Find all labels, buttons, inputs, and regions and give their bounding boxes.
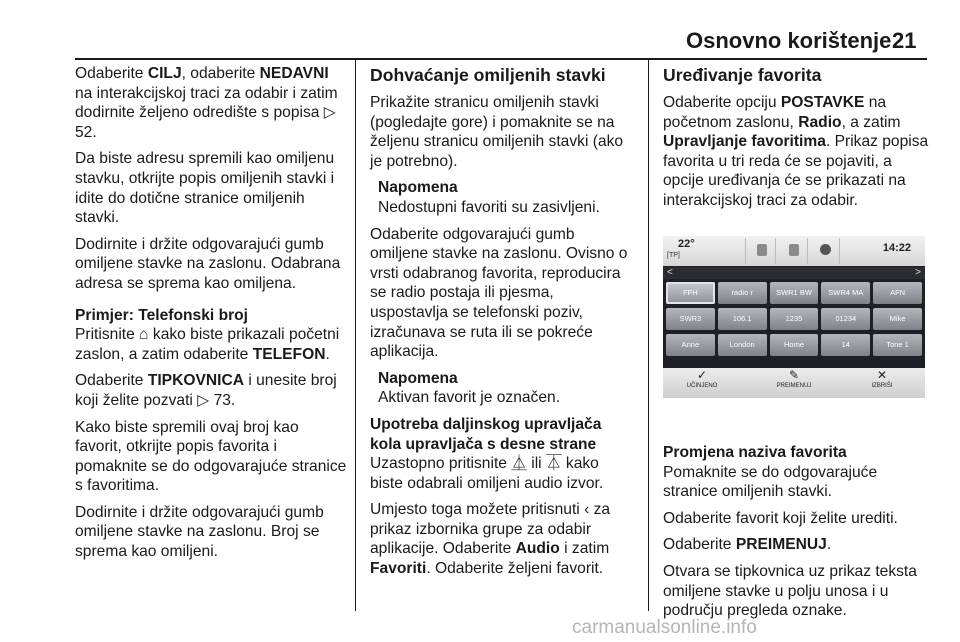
paragraph: Odaberite CILJ, odaberite NEDAVNI na interakcijskoj traci za odabir i zatim dodirnite željeno odredište s popisa ▷ 52. xyxy=(75,65,338,141)
prev-page-arrow-icon[interactable]: < xyxy=(667,267,673,278)
note-text: Nedostupni favoriti su zasivljeni. xyxy=(378,198,600,216)
done-button[interactable] xyxy=(667,368,737,389)
paragraph: Kako biste spremili ovaj broj kao favorit, otkrijte popis favorita i pomaknite se do odgovarajuće stranice s favoritima. xyxy=(75,418,347,495)
column-divider-2 xyxy=(648,60,649,611)
favorite-up-icon: ⏅ xyxy=(511,455,527,473)
favorite-tile[interactable]: radio r xyxy=(718,282,767,304)
column-3 xyxy=(663,64,929,218)
paragraph: Odaberite opciju POSTAVKE na početnom zaslonu, Radio, a zatim Upravljanje favoritima. Prikaz popisa favorita u tri reda će se pojaviti, a opcije uređivanja će se prikazati na interakcijskoj traci za odabir. xyxy=(663,94,929,209)
favorite-tile[interactable]: Home xyxy=(770,334,819,356)
delete-button[interactable] xyxy=(847,368,917,389)
favorite-tile[interactable]: 106.1 xyxy=(718,308,767,330)
checkmark-icon: ✓ xyxy=(696,368,708,382)
status-bar xyxy=(663,236,925,266)
note xyxy=(370,369,634,408)
favorites-row xyxy=(666,282,922,304)
favorites-grid xyxy=(666,282,922,360)
info-icon[interactable] xyxy=(820,244,831,255)
subheading: Primjer: Telefonski broj xyxy=(75,306,249,324)
favorite-down-icon: ⏄ xyxy=(545,455,562,473)
note xyxy=(370,178,634,217)
paragraph: Umjesto toga možete pritisnuti ‹ za prikaz izbornika grupe za odabir aplikacije. Odaberite Audio i zatim Favoriti. Odaberite željeni favorit. xyxy=(370,501,611,578)
section-heading: Dohvaćanje omiljenih stavki xyxy=(370,65,606,85)
favorites-row xyxy=(666,308,922,330)
paragraph: Dodirnite i držite odgovarajući gumb omiljene stavke na zaslonu. Odabrana adresa se sprema kao omiljena. xyxy=(75,235,341,292)
note-text: Aktivan favorit je označen. xyxy=(378,389,561,407)
favorite-tile[interactable]: 1235 xyxy=(770,308,819,330)
section-heading: Uređivanje favorita xyxy=(663,65,822,85)
close-icon: ✕ xyxy=(876,368,888,382)
clock: 14:22 xyxy=(882,242,911,254)
pencil-icon: ✎ xyxy=(788,368,800,382)
paragraph: Odaberite odgovarajući gumb omiljene stavke na zaslonu. Ovisno o vrsti odabranog favorita, reproducira se radio postaja ili pjesma, uspostavlja se telefonski poziv, izračunava se ruta ili se pokreće aplikacija. xyxy=(370,225,628,361)
favorite-tile[interactable]: FFH xyxy=(666,282,715,304)
favorite-tile[interactable]: Anne xyxy=(666,334,715,356)
watermark: carmanualsonline.info xyxy=(572,617,757,638)
home-icon: ⌂ xyxy=(139,326,149,344)
page-number: 21 xyxy=(892,28,917,53)
header-rule xyxy=(75,58,927,60)
action-label: IZBRIŠI xyxy=(871,383,893,389)
note-title: Napomena xyxy=(378,369,458,387)
paragraph: Odaberite favorit koji želite urediti. xyxy=(663,509,898,527)
temperature: 22° xyxy=(678,238,695,250)
favorite-tile[interactable]: AFN xyxy=(873,282,922,304)
action-label: PREIMENUJ xyxy=(776,383,812,389)
favorites-row xyxy=(666,334,922,356)
paragraph: Da biste adresu spremili kao omiljenu stavku, otkrijte popis omiljenih stavki i idite do dotične stranice omiljenih stavki. xyxy=(75,150,335,227)
favorite-tile[interactable]: Mike xyxy=(873,308,922,330)
paragraph: Pritisnite ⌂ kako biste prikazali početni zaslon, a zatim odaberite TELEFON. xyxy=(75,326,340,363)
page-reference[interactable]: 73. xyxy=(213,391,236,409)
back-icon: ‹ xyxy=(584,501,590,519)
column-1 xyxy=(75,64,347,569)
divider xyxy=(745,238,746,264)
column-2 xyxy=(370,64,634,586)
subheading: Upotreba daljinskog upravljača kola upravljača s desne strane xyxy=(370,415,602,453)
column-divider-1 xyxy=(355,60,356,611)
next-page-arrow-icon[interactable]: > xyxy=(915,267,921,278)
paragraph: Prikažite stranicu omiljenih stavki (pogledajte gore) i pomaknite se na željenu stranicu omiljenih stavki (ako je potrebno). xyxy=(370,94,624,170)
favorite-tile[interactable]: London xyxy=(718,334,767,356)
paragraph: Dodirnite i držite odgovarajući gumb omiljene stavke na zaslonu. Broj se sprema kao omiljeni. xyxy=(75,503,324,561)
page-header-title: Osnovno korištenje xyxy=(686,28,892,53)
favorite-tile[interactable]: Tone 1 xyxy=(873,334,922,356)
phone-icon[interactable] xyxy=(789,244,799,256)
rename-button[interactable] xyxy=(759,368,829,389)
reference-arrow-icon: ▷ xyxy=(323,104,336,122)
paragraph: Odaberite PREIMENUJ. xyxy=(663,536,832,554)
divider xyxy=(775,238,776,264)
divider xyxy=(807,238,808,264)
interaction-selector-bar xyxy=(663,368,925,398)
favorite-tile[interactable]: SWR3 xyxy=(666,308,715,330)
favorite-tile[interactable]: 01234 xyxy=(821,308,870,330)
divider xyxy=(839,238,840,264)
reference-arrow-icon: ▷ xyxy=(197,391,210,409)
page-reference[interactable]: 52. xyxy=(75,123,97,141)
favorite-tile[interactable]: SWR1 BW xyxy=(770,282,819,304)
favorite-tile[interactable]: SWR4 MA xyxy=(821,282,870,304)
paragraph: Pomaknite se do odgovarajuće stranice omiljenih stavki. xyxy=(663,463,878,501)
favorites-screen-illustration xyxy=(663,236,925,398)
paragraph: Uzastopno pritisnite ⏅ ili ⏄ kako biste odabrali omiljeni audio izvor. xyxy=(370,455,604,492)
note-title: Napomena xyxy=(378,179,458,197)
traffic-program-indicator: [TP] xyxy=(667,252,680,259)
action-label: UČINJENO xyxy=(686,383,718,389)
music-icon[interactable] xyxy=(757,244,767,256)
favorite-tile[interactable]: 14 xyxy=(821,334,870,356)
subheading: Promjena naziva favorita xyxy=(663,444,847,461)
paragraph: Otvara se tipkovnica uz prikaz teksta omiljene stavke u polju unosa i u području pregleda oznake. xyxy=(663,562,917,620)
page-nav-bar xyxy=(663,267,925,279)
column-3-lower xyxy=(663,443,929,628)
paragraph: Odaberite TIPKOVNICA i unesite broj koji želite pozvati ▷ 73. xyxy=(75,372,337,409)
